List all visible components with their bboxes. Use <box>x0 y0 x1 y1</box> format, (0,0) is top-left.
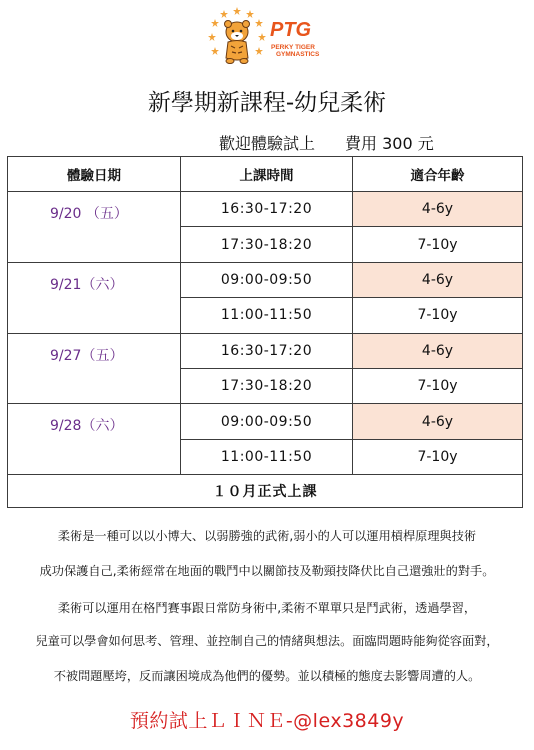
session-time: 09:00-09:50 <box>181 404 353 439</box>
table-row <box>8 192 523 227</box>
header-age: 適合年齡 <box>353 157 523 192</box>
session-age: 4-6y <box>353 333 523 368</box>
session-time: 17:30-18:20 <box>181 227 353 262</box>
session-age: 4-6y <box>353 404 523 439</box>
ptg-logo <box>204 6 334 68</box>
session-time: 09:00-09:50 <box>181 262 353 297</box>
session-date: 9/20 （五） <box>8 192 181 263</box>
table-row <box>8 404 523 439</box>
session-time: 11:00-11:50 <box>181 298 353 333</box>
line-booking-cta: 預約試上ＬＩＮＥ-@lex3849y <box>129 710 405 732</box>
table-header-row <box>8 157 523 192</box>
welcome-text: 歡迎體驗試上 <box>219 134 316 153</box>
session-age: 7-10y <box>353 298 523 333</box>
schedule-table <box>7 156 523 508</box>
description-line-3: 柔術可以運用在格鬥賽事跟日常防身術中,柔術不單單只是鬥武術，透過學習， <box>57 601 477 615</box>
description-line-5: 不被問題壓垮，反而讓困境成為他們的優勢。並以積極的態度去影響周遭的人。 <box>53 669 481 683</box>
session-age: 7-10y <box>353 227 523 262</box>
logo-line-1: PERKY TIGER <box>271 44 315 51</box>
start-month-note: １０月正式上課 <box>8 475 523 508</box>
session-age: 7-10y <box>353 368 523 403</box>
session-age: 4-6y <box>353 192 523 227</box>
table-footer-row <box>8 475 523 508</box>
table-row <box>8 333 523 368</box>
tiger-icon <box>204 6 270 68</box>
logo-brand: PTG <box>270 19 312 41</box>
subtitle <box>219 131 434 154</box>
session-time: 17:30-18:20 <box>181 368 353 403</box>
session-age: 4-6y <box>353 262 523 297</box>
table-row <box>8 262 523 297</box>
page-title: 新學期新課程-幼兒柔術 <box>147 90 387 116</box>
logo-line-2: GYMNASTICS <box>276 51 320 58</box>
session-time: 11:00-11:50 <box>181 439 353 474</box>
session-date: 9/21（六） <box>8 262 181 333</box>
description-line-4: 兒童可以學會如何思考、管理、並控制自己的情緒與想法。面臨問題時能夠從容面對， <box>35 634 499 648</box>
description-line-2: 成功保護自己,柔術經常在地面的戰鬥中以關節技及勒頸技降伏比自己還強壯的對手。 <box>39 564 495 578</box>
session-date: 9/28（六） <box>8 404 181 475</box>
description-line-1: 柔術是一種可以以小博大、以弱勝強的武術,弱小的人可以運用槓桿原理與技術 <box>57 529 477 543</box>
session-date: 9/27（五） <box>8 333 181 404</box>
session-time: 16:30-17:20 <box>181 192 353 227</box>
session-time: 16:30-17:20 <box>181 333 353 368</box>
session-age: 7-10y <box>353 439 523 474</box>
header-time: 上課時間 <box>181 157 353 192</box>
header-date: 體驗日期 <box>8 157 181 192</box>
fee-text: 費用 300 元 <box>345 134 434 153</box>
